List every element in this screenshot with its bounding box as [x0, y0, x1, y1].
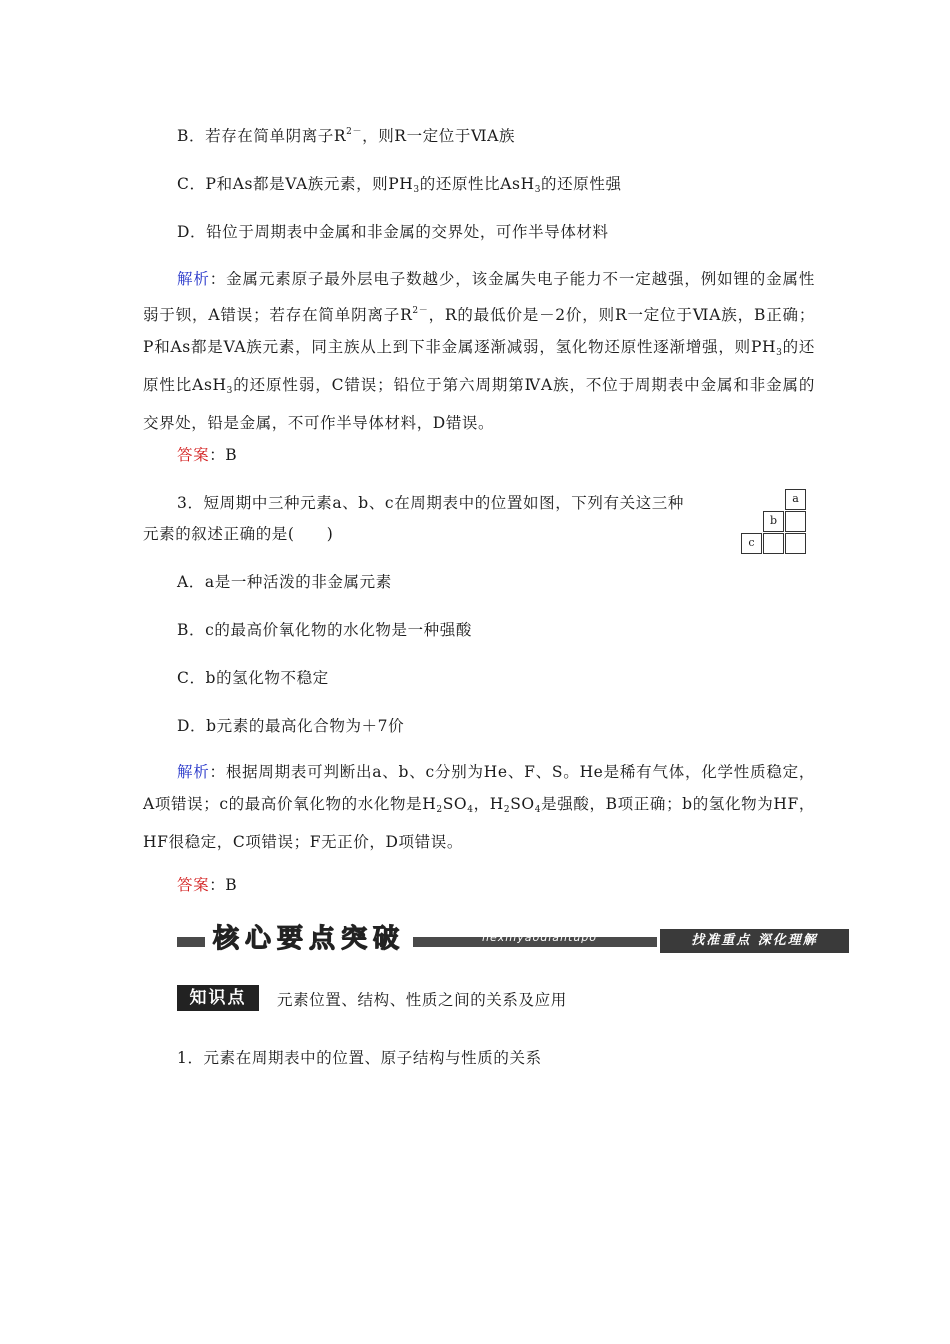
q3-option-c: C．b的氢化物不稳定 — [177, 669, 329, 687]
grid-cell-b: b — [763, 511, 784, 532]
grid-cell-c: c — [741, 533, 762, 554]
q3-stem-line-1: 3．短周期中三种元素a、b、c在周期表中的位置如图，下列有关这三种 — [177, 494, 685, 512]
grid-cell-empty — [785, 533, 806, 554]
periodic-grid-figure — [741, 489, 807, 555]
banner-pinyin: hexinyaodiantupo — [482, 931, 598, 944]
knowledge-point-badge: 知识点 — [177, 985, 259, 1011]
q3-analysis: 解析：根据周期表可判断出a、b、c分别为He、F、S。He是稀有气体，化学性质稳定，A项错误；c的最高价氧化物的水化物是$H_2SO_4$，$H_2SO_4$是强酸，B项正确；b的氢化物为HF，HF很稳定，C项错误；F无正价，D项错误。 — [143, 763, 816, 851]
knowledge-point-title: 元素位置、结构、性质之间的关系及应用 — [277, 991, 567, 1009]
grid-cell-empty — [763, 533, 784, 554]
grid-cell-a: a — [785, 489, 806, 510]
q3-stem-line-2: 元素的叙述正确的是( ) — [143, 525, 334, 543]
knowledge-item-1: 1．元素在周期表中的位置、原子结构与性质的关系 — [177, 1049, 542, 1067]
q3-option-a: A．a是一种活泼的非金属元素 — [177, 573, 392, 591]
q2-option-c: C．P和As都是VA族元素，则$PH_3$的还原性比AsH$_3$的还原性强 — [177, 175, 622, 195]
banner-title: 核心要点突破 — [205, 924, 413, 954]
q3-option-b: B．c的最高价氧化物的水化物是一种强酸 — [177, 621, 472, 639]
section-banner — [177, 924, 849, 954]
q2-option-d: D．铅位于周期表中金属和非金属的交界处，可作半导体材料 — [177, 223, 609, 241]
q2-answer: 答案：B — [177, 446, 238, 464]
q3-option-d: D．b元素的最高化合物为＋7价 — [177, 717, 405, 735]
q3-answer: 答案：B — [177, 876, 238, 894]
q2-option-b: B．若存在简单阴离子$R^{2-}$，则R一定位于ⅥA族 — [177, 127, 516, 145]
grid-cell-empty — [785, 511, 806, 532]
q2-analysis: 解析：金属元素原子最外层电子数越少，该金属失电子能力不一定越强，例如锂的金属性弱于钡，A错误；若存在简单阴离子$R^{2-}$，R的最低价是－2价，则R一定位于ⅥA族，B正确；P和As都是VA族元素，同主族从上到下非金属逐渐减弱，氢化物还原性逐渐增强，则$PH_3$的还原性比AsH$_3$的还原性弱，C错误；铅位于第六周期第ⅣA族，不位于周期表中金属和非金属的交界处，铅是金属，不可作半导体材料，D错误。 — [143, 270, 816, 432]
banner-tag: 找准重点 深化理解 — [660, 929, 849, 953]
